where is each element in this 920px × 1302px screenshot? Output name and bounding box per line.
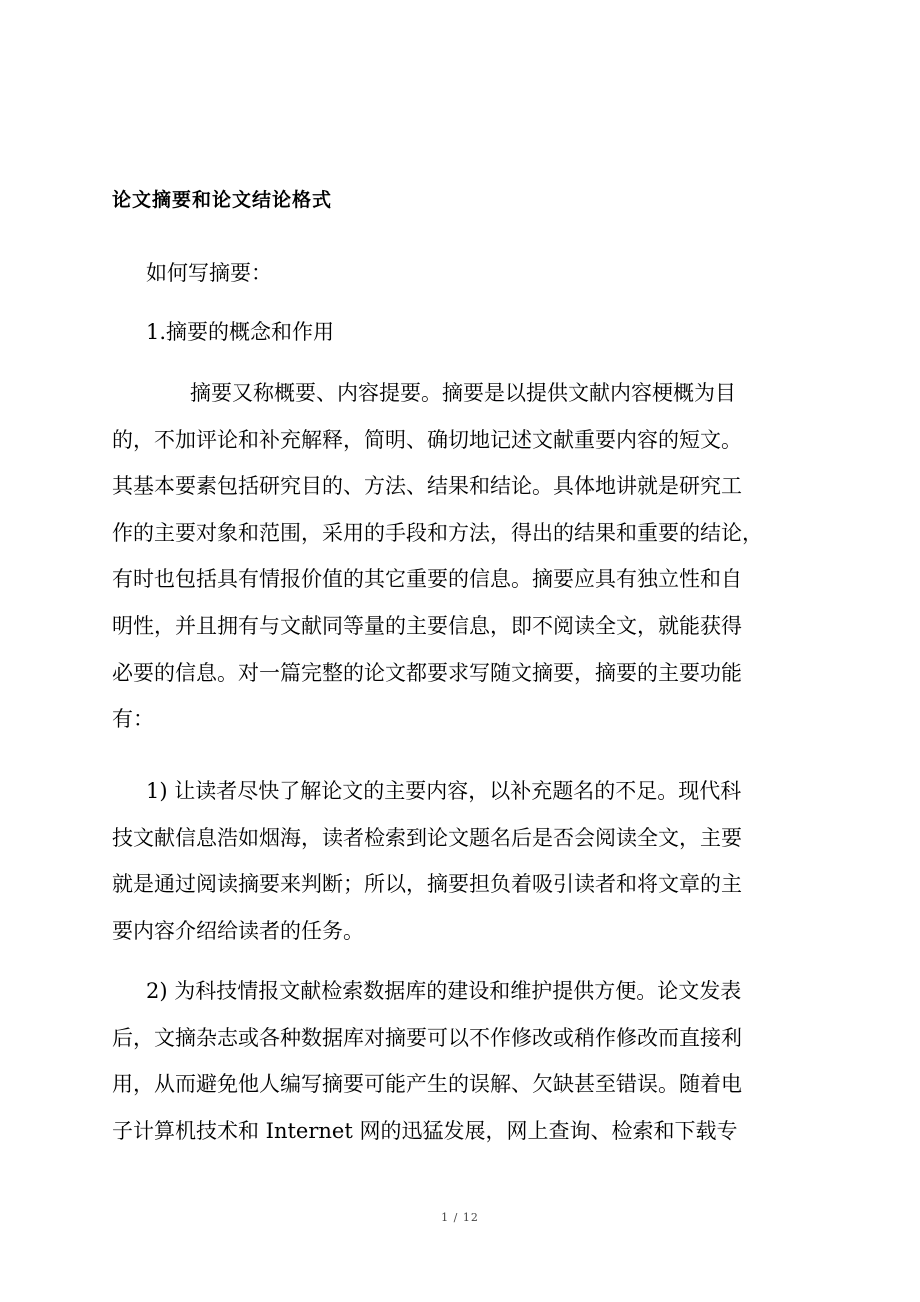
paragraph-line: 1) 让读者尽快了解论文的主要内容，以补充题名的不足。现代科 bbox=[146, 779, 742, 803]
document-title: 论文摘要和论文结论格式 bbox=[112, 189, 333, 211]
paragraph-function-1 bbox=[112, 768, 782, 954]
paragraph-line: 摘要又称概要、内容提要。摘要是以提供文献内容梗概为目 bbox=[190, 381, 736, 405]
paragraph-line: 后，文摘杂志或各种数据库对摘要可以不作修改或稍作修改而直接利 bbox=[112, 1025, 742, 1050]
paragraph-line: 用，从而避免他人编写摘要可能产生的误解、欠缺甚至错误。随着电 bbox=[112, 1072, 742, 1097]
paragraph-line: 明性，并且拥有与文献同等量的主要信息，即不阅读全文，就能获得 bbox=[112, 613, 742, 638]
paragraph-line: 作的主要对象和范围，采用的手段和方法，得出的结果和重要的结论， bbox=[112, 520, 763, 545]
paragraph-line: 的，不加评论和补充解释，简明、确切地记述文献重要内容的短文。 bbox=[112, 427, 742, 452]
section-heading-how-to-write: 如何写摘要： bbox=[146, 261, 272, 285]
paragraph-line: 技文献信息浩如烟海，读者检索到论文题名后是否会阅读全文，主要 bbox=[112, 825, 742, 850]
paragraph-line: 有： bbox=[112, 707, 154, 732]
paragraph-abstract-definition bbox=[112, 370, 782, 743]
paragraph-line: 就是通过阅读摘要来判断；所以，摘要担负着吸引读者和将文章的主 bbox=[112, 872, 742, 897]
paragraph-line: 子计算机技术和 Internet 网的迅猛发展，网上查询、检索和下载专 bbox=[112, 1118, 738, 1143]
paragraph-line: 必要的信息。对一篇完整的论文都要求写随文摘要，摘要的主要功能 bbox=[112, 660, 742, 685]
paragraph-line: 2) 为科技情报文献检索数据库的建设和维护提供方便。论文发表 bbox=[146, 979, 742, 1003]
paragraph-line: 其基本要素包括研究目的、方法、结果和结论。具体地讲就是研究工 bbox=[112, 474, 742, 499]
paragraph-function-2 bbox=[112, 968, 782, 1154]
paragraph-line: 有时也包括具有情报价值的其它重要的信息。摘要应具有独立性和自 bbox=[112, 567, 742, 592]
page-number: 1 / 12 bbox=[441, 1211, 479, 1224]
section-heading-concept: 1.摘要的概念和作用 bbox=[146, 320, 335, 344]
paragraph-line: 要内容介绍给读者的任务。 bbox=[112, 918, 364, 943]
